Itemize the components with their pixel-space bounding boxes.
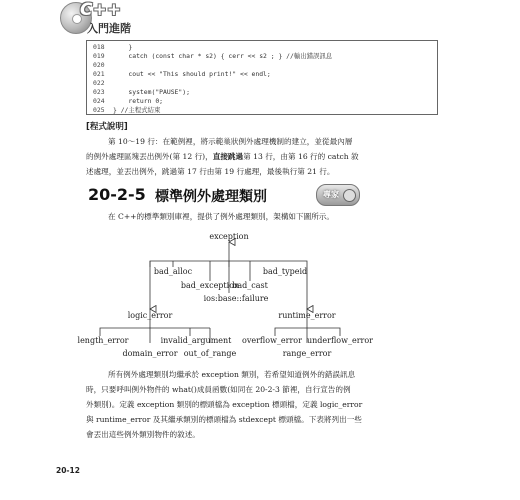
- section-title: 標準例外處理類別: [155, 189, 267, 205]
- code-line: 023 system("PAUSE");: [93, 88, 190, 96]
- section-heading: [88, 185, 448, 207]
- exception-hierarchy-diagram: [0, 225, 520, 365]
- code-line: 024 return 0;: [93, 97, 164, 105]
- program-explanation-label: [程式說明]: [86, 122, 128, 132]
- node-overflow-error: overflow_error: [242, 336, 302, 345]
- logo-title: C++: [80, 0, 121, 20]
- code-line: 022: [93, 79, 105, 87]
- node-invalid-argument: invalid_argument: [160, 336, 232, 345]
- connector-line: [100, 328, 210, 336]
- code-line: 025 } //主程式結束: [93, 106, 161, 114]
- cd-icon: [343, 189, 356, 202]
- explanation-line-2: 的例外處理區塊丟出例外(第 12 行)，直接跳過第 13 行，由第 16 行的 catch 敘: [86, 152, 359, 161]
- node-logic-error: logic_error: [127, 311, 173, 320]
- code-line: 018 }: [93, 43, 133, 51]
- node-bad-alloc: bad_alloc: [153, 267, 193, 276]
- body-line-5: 會丟出這些例外類別物件的敘述。: [86, 430, 200, 439]
- node-exception: exception: [209, 232, 249, 241]
- code-line: 021 cout << "This should print!" << endl;: [93, 70, 271, 78]
- node-range-error: range_error: [282, 349, 332, 358]
- section-number: 20-2-5: [88, 185, 146, 204]
- node-ios-failure: ios:base::failure: [203, 294, 269, 303]
- body-line-4: 與 runtime_error 及其繼承類別的標頭檔為 stdexcept 標頭檔。下表將列出一些: [86, 415, 362, 424]
- node-length-error: length_error: [77, 336, 129, 345]
- body-line-1: 所有例外處理類別均繼承於 exception 類別，若希望知道例外的錯誤訊息: [108, 370, 356, 379]
- code-line: 020: [93, 61, 105, 69]
- node-domain-error: domain_error: [122, 349, 178, 358]
- body-line-2: 時，只要呼叫例外物件的 what()成員函數(如同在 20-2-3 節裡，自行宣告的例: [86, 385, 351, 394]
- code-listing: [86, 40, 438, 115]
- explanation-line-1: 第 10～19 行：在範例裡，將示範巢狀例外處理機制的建立，並從最內層: [108, 137, 353, 146]
- explanation-line-3: 述處理，並丟出例外，跳過第 17 行由第 19 行處理，最後執行第 21 行。: [86, 167, 335, 176]
- logo-subtitle: 入門進階: [87, 22, 131, 35]
- body-line-3: 外類別)。定義 exception 類別的標頭檔為 exception 標頭檔，定義 logic_error: [86, 400, 363, 409]
- code-line: 019 catch (const char * s2) { cerr << s2 ; } //輸出錯誤訊息: [93, 52, 333, 60]
- page-number: 20-12: [56, 466, 80, 475]
- node-underflow-error: underflow_error: [306, 336, 374, 345]
- node-bad-typeid: bad_typeid: [262, 267, 308, 276]
- node-bad-exception: bad_exception: [180, 281, 240, 290]
- connector-line: [275, 328, 340, 336]
- node-bad-cast: bad_cast: [232, 281, 268, 290]
- node-runtime-error: runtime_error: [278, 311, 336, 320]
- page-header: [0, 0, 520, 38]
- expert-badge: 專家: [316, 184, 360, 206]
- intro-text: 在 C++的標準類別庫裡，提供了例外處理類別，架構如下圖所示。: [108, 212, 334, 221]
- node-out-of-range: out_of_range: [183, 349, 237, 358]
